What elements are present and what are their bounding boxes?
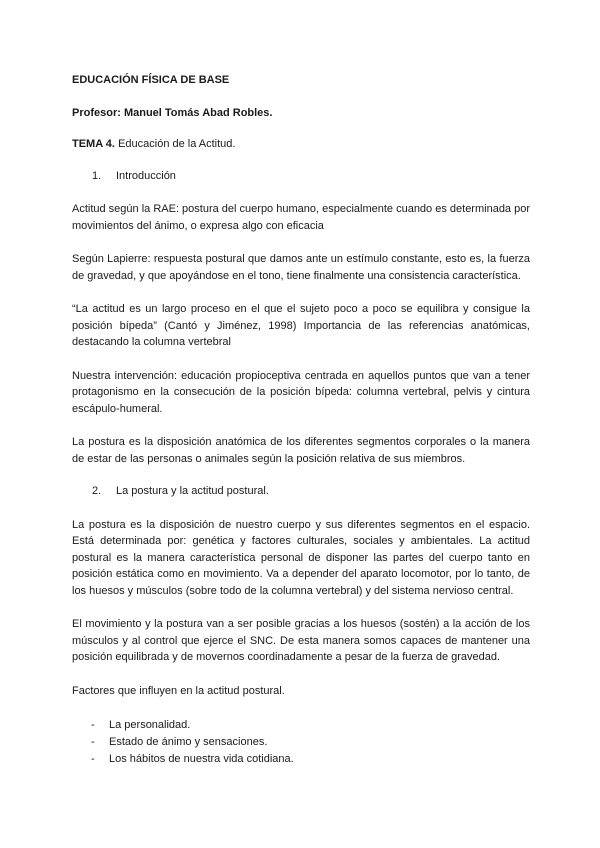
section-title: Introducción [116,169,176,182]
paragraph-posture-definition: La postura es la disposición anatómica de los diferentes segmentos corporales o la manera de estar de las personas o animales según la posición relativa de sus miembros. [72,436,530,465]
factors-list [72,717,530,768]
topic-title: Educación de la Actitud. [118,138,236,150]
topic-label: TEMA 4. [72,138,115,150]
bullet-marker: - [91,719,95,731]
paragraph-lapierre: Según Lapierre: respuesta postural que damos ante un estímulo constante, esto es, la fuerza de gravedad, y que apoyándose en el tono, tiene finalmente una consistencia característica. [72,253,530,282]
course-title: EDUCACIÓN FÍSICA DE BASE [72,74,230,86]
section-number: 2. [92,485,102,497]
section-heading-posture [72,483,530,500]
section-heading-introduction [72,168,530,185]
paragraph-posture-disposition: La postura es la disposición de nuestro cuerpo y sus diferentes segmentos en el espacio. Está determinada por: genética y factores culturales, sociales y ambientales. La actitud postural es la manera característica personal de disponer las partes del cuerpo tanto en posición estática como en movimiento. Va a depender del aparato locomotor, por lo tanto, de los huesos y músculos (sobre todo de la columna vertebral) y del sistema nervioso central. [72,518,530,597]
professor-name: Profesor: Manuel Tomás Abad Robles. [72,106,273,119]
topic-heading [72,136,530,153]
list-item [72,734,530,751]
bullet-marker: - [91,736,95,748]
paragraph-factors-intro: Factores que influyen en la actitud postural. [72,684,285,697]
section-number: 1. [92,169,102,182]
section-title: La postura y la actitud postural. [116,485,269,497]
list-item [72,717,530,734]
list-item [72,751,530,768]
paragraph-movement: El movimiento y la postura van a ser posible gracias a los huesos (sostén) a la acción de los músculos y al control que ejerce el SNC. De esta manera somos capaces de mantener una posición equilibrada y de movernos coordinadamente a pesar de la fuerza de gravedad. [72,618,530,663]
paragraph-rae-definition: Actitud según la RAE: postura del cuerpo humano, especialmente cuando es determinada por movimientos del ánimo, o expresa algo con eficacia [72,203,531,232]
list-item-text: La personalidad. [109,719,191,731]
paragraph-intervention: Nuestra intervención: educación propioceptiva centrada en aquellos puntos que van a tener protagonismo en la consecución de la posición bípeda: columna vertebral, pelvis y cintura escápulo-humeral. [72,369,530,415]
bullet-marker: - [91,753,95,765]
paragraph-quote-canto: “La actitud es un largo proceso en el que el sujeto poco a poco se equilibra y consigue la posición bípeda” (Cantó y Jiménez, 1998) Importancia de las referencias anatómicas, destacando la columna vertebral [72,303,530,348]
list-item-text: Los hábitos de nuestra vida cotidiana. [109,753,294,765]
list-item-text: Estado de ánimo y sensaciones. [109,736,268,748]
